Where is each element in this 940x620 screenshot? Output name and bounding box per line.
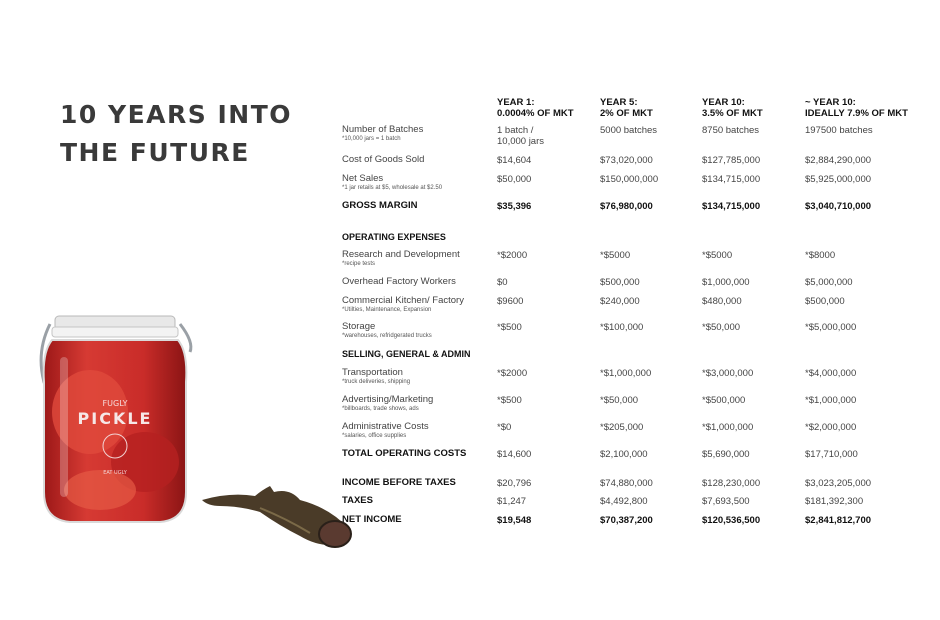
pickle-jar-image bbox=[30, 312, 200, 527]
row-note-net-sales: *1 jar retails at $5, wholesale at $2.50 bbox=[342, 185, 443, 191]
row-label-kitchen: Commercial Kitchen/ Factory *Utilties, Maintenance, Expansion bbox=[342, 295, 464, 313]
cell: $76,980,000 bbox=[600, 201, 653, 212]
cell: $70,387,200 bbox=[600, 515, 653, 526]
row-label-batches: Number of Batches *10,000 jars = 1 batch bbox=[342, 124, 424, 142]
cell: $480,000 bbox=[702, 296, 742, 307]
cell: *$1,000,000 bbox=[805, 395, 857, 406]
cell: $35,396 bbox=[497, 201, 532, 212]
row-note-transportation: *truck deliveries, shipping bbox=[342, 379, 411, 385]
cell: $9600 bbox=[497, 296, 524, 307]
row-label-transportation: Transportation *truck deliveries, shipping bbox=[342, 367, 411, 385]
row-note-kitchen: *Utilties, Maintenance, Expansion bbox=[342, 307, 432, 313]
cell: *$1,000,000 bbox=[600, 368, 652, 379]
row-label-total-opex: TOTAL OPERATING COSTS bbox=[342, 448, 467, 459]
column-header-year-1: YEAR 1: 0.0004% OF MKT bbox=[497, 97, 574, 119]
cell: 197500 batches bbox=[805, 125, 873, 136]
cell: $1,247 bbox=[497, 496, 527, 507]
row-label-net-income: NET INCOME bbox=[342, 514, 402, 525]
cell: $0 bbox=[497, 277, 508, 288]
cell: $7,693,500 bbox=[702, 496, 750, 507]
cell: *$2,000,000 bbox=[805, 422, 857, 433]
title-line-1: 10 YEARS INTO bbox=[60, 100, 293, 129]
row-note-advertising: *billboards, trade shows, ads bbox=[342, 406, 419, 412]
row-note-batches: *10,000 jars = 1 batch bbox=[342, 136, 401, 142]
row-label-rnd: Research and Development *recipe tests bbox=[342, 249, 460, 267]
cell: *$5000 bbox=[702, 250, 733, 261]
cell: $4,492,800 bbox=[600, 496, 648, 507]
jar-brand: PICKLE bbox=[77, 409, 153, 428]
cell: *$0 bbox=[497, 422, 512, 433]
cell: $20,796 bbox=[497, 478, 532, 489]
cell: *$205,000 bbox=[600, 422, 644, 433]
cell: *$2000 bbox=[497, 368, 528, 379]
cell: $3,023,205,000 bbox=[805, 478, 872, 489]
cell: $73,020,000 bbox=[600, 155, 653, 166]
cell: *$5,000,000 bbox=[805, 322, 857, 333]
cell: *$500 bbox=[497, 395, 522, 406]
cell: $134,715,000 bbox=[702, 201, 761, 212]
row-label-taxes: TAXES bbox=[342, 495, 373, 506]
column-header-ideal-year-10: ~ YEAR 10: IDEALLY 7.9% OF MKT bbox=[805, 97, 908, 119]
cell: $500,000 bbox=[600, 277, 640, 288]
cell: $181,392,300 bbox=[805, 496, 864, 507]
cell: $120,536,500 bbox=[702, 515, 761, 526]
row-label-storage: Storage *warehouses, refridgerated trucks bbox=[342, 321, 432, 339]
jar-brand-top: FUGLY bbox=[102, 399, 128, 408]
cell: $500,000 bbox=[805, 296, 845, 307]
cell: 8750 batches bbox=[702, 125, 760, 136]
page-title bbox=[60, 96, 292, 172]
row-label-cogs: Cost of Goods Sold bbox=[342, 154, 425, 165]
cell: *$100,000 bbox=[600, 322, 644, 333]
financial-projection-table bbox=[342, 0, 932, 620]
row-label-advertising: Advertising/Marketing *billboards, trade shows, ads bbox=[342, 394, 434, 412]
cell: $2,841,812,700 bbox=[805, 515, 872, 526]
cell: *$8000 bbox=[805, 250, 836, 261]
column-header-year-10: YEAR 10: 3.5% OF MKT bbox=[702, 97, 763, 119]
row-label-overhead: Overhead Factory Workers bbox=[342, 276, 456, 287]
cell: *$500,000 bbox=[702, 395, 746, 406]
column-header-year-5: YEAR 5: 2% OF MKT bbox=[600, 97, 653, 119]
row-label-admin: Administrative Costs *salaries, office supplies bbox=[342, 421, 429, 439]
cell: $17,710,000 bbox=[805, 449, 858, 460]
row-note-rnd: *recipe tests bbox=[342, 261, 376, 267]
cell: $134,715,000 bbox=[702, 174, 761, 185]
cell: $2,884,290,000 bbox=[805, 155, 872, 166]
cell: *$500 bbox=[497, 322, 522, 333]
cell: $128,230,000 bbox=[702, 478, 761, 489]
cell: $5,000,000 bbox=[805, 277, 853, 288]
cell: *$2000 bbox=[497, 250, 528, 261]
row-label-net-sales: Net Sales *1 jar retails at $5, wholesale at $2.50 bbox=[342, 173, 443, 191]
section-heading-operating-expenses: OPERATING EXPENSES bbox=[342, 232, 446, 242]
cell: 1 batch / 10,000 jars bbox=[497, 125, 545, 147]
cell: $2,100,000 bbox=[600, 449, 648, 460]
cell: $150,000,000 bbox=[600, 174, 659, 185]
row-label-income-before-taxes: INCOME BEFORE TAXES bbox=[342, 477, 456, 488]
section-heading-sga: SELLING, GENERAL & ADMIN bbox=[342, 349, 471, 359]
cell: $240,000 bbox=[600, 296, 640, 307]
cell: *$3,000,000 bbox=[702, 368, 754, 379]
cell: $50,000 bbox=[497, 174, 532, 185]
row-label-gross-margin: GROSS MARGIN bbox=[342, 200, 418, 211]
cell: $5,925,000,000 bbox=[805, 174, 872, 185]
cell: $5,690,000 bbox=[702, 449, 750, 460]
cell: *$5000 bbox=[600, 250, 631, 261]
beet-root-image bbox=[200, 478, 355, 550]
cell: $14,604 bbox=[497, 155, 532, 166]
row-note-admin: *salaries, office supplies bbox=[342, 433, 407, 439]
cell: $14,600 bbox=[497, 449, 532, 460]
cell: $74,880,000 bbox=[600, 478, 653, 489]
cell: $3,040,710,000 bbox=[805, 201, 872, 212]
cell: *$50,000 bbox=[600, 395, 639, 406]
cell: $127,785,000 bbox=[702, 155, 761, 166]
cell: $1,000,000 bbox=[702, 277, 750, 288]
cell: $19,548 bbox=[497, 515, 532, 526]
cell: *$1,000,000 bbox=[702, 422, 754, 433]
title-line-2: THE FUTURE bbox=[60, 138, 250, 167]
row-note-storage: *warehouses, refridgerated trucks bbox=[342, 333, 432, 339]
jar-tagline: EAT UGLY bbox=[103, 470, 127, 476]
cell: *$50,000 bbox=[702, 322, 741, 333]
cell: 5000 batches bbox=[600, 125, 658, 136]
cell: *$4,000,000 bbox=[805, 368, 857, 379]
